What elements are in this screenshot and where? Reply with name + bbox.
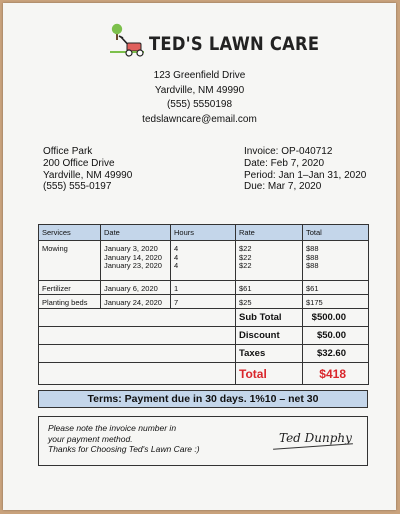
column-header: Total xyxy=(303,225,369,241)
total-value: $88 xyxy=(306,261,319,270)
column-header: Services xyxy=(39,225,101,241)
invoice-meta xyxy=(244,146,366,193)
payment-note xyxy=(48,423,200,455)
hours-value: 4 xyxy=(174,244,179,253)
note-line: Please note the invoice number in xyxy=(48,423,177,433)
service-cell: Planting beds xyxy=(39,295,101,309)
subtotal-label: Sub Total xyxy=(236,309,303,327)
invoice-period: Period: Jan 1–Jan 31, 2020 xyxy=(244,169,367,181)
taxes-row xyxy=(39,345,369,363)
discount-row xyxy=(39,327,369,345)
total-value: $88 xyxy=(306,244,319,253)
lawn-mower-icon xyxy=(107,23,147,59)
note-line: Thanks for Choosing Ted's Lawn Care :) xyxy=(48,444,200,454)
table-header-row xyxy=(39,225,369,241)
table-row xyxy=(39,281,369,295)
hours-cell: 7 xyxy=(171,295,236,309)
invoice-date: Date: Feb 7, 2020 xyxy=(244,157,325,169)
rate-cell: $25 xyxy=(236,295,303,309)
rate-value: $22 xyxy=(239,261,252,270)
column-header: Date xyxy=(101,225,171,241)
blank-cell xyxy=(39,363,236,385)
total-value: $88 xyxy=(306,252,319,262)
date-cell: January 24, 2020 xyxy=(101,295,171,309)
date-value: January 23, 2020 xyxy=(104,261,162,270)
hours-cell xyxy=(171,241,236,281)
rate-cell: $61 xyxy=(236,281,303,295)
rate-cell xyxy=(236,241,303,281)
notes-box xyxy=(38,416,368,466)
date-value: January 3, 2020 xyxy=(104,244,158,253)
blank-cell xyxy=(39,309,236,327)
company-email: tedslawncare@email.com xyxy=(142,113,257,125)
signature: Ted Dunphy xyxy=(279,431,352,445)
rate-value: $22 xyxy=(239,244,252,253)
client-name: Office Park xyxy=(43,146,93,157)
blank-cell xyxy=(39,327,236,345)
subtotal-value: $500.00 xyxy=(303,309,369,327)
date-cell: January 6, 2020 xyxy=(101,281,171,295)
service-cell: Fertilizer xyxy=(39,281,101,295)
client-city: Yardville, NM 49990 xyxy=(43,169,133,181)
payment-terms: Terms: Payment due in 30 days. 1%10 – net 30 xyxy=(38,390,368,408)
company-address xyxy=(3,69,396,127)
table-row xyxy=(39,295,369,309)
hours-cell: 1 xyxy=(171,281,236,295)
discount-value: $50.00 xyxy=(303,327,369,345)
date-value: January 14, 2020 xyxy=(104,252,162,262)
client-phone: (555) 555-0197 xyxy=(43,181,112,193)
subtotal-row xyxy=(39,309,369,327)
service-cell: Mowing xyxy=(39,241,101,281)
company-name: TED'S LAWN CARE xyxy=(149,33,320,55)
bill-to-block xyxy=(43,146,132,193)
column-header: Hours xyxy=(171,225,236,241)
taxes-value: $32.60 xyxy=(303,345,369,363)
rate-value: $22 xyxy=(239,252,252,262)
table-row xyxy=(39,241,369,281)
blank-cell xyxy=(39,345,236,363)
total-label: Total xyxy=(236,363,303,385)
hours-value: 4 xyxy=(174,252,179,262)
invoice-due: Due: Mar 7, 2020 xyxy=(244,181,322,193)
total-value: $418 xyxy=(303,363,369,385)
hours-value: 4 xyxy=(174,261,179,270)
discount-label: Discount xyxy=(236,327,303,345)
client-street: 200 Office Drive xyxy=(43,157,115,169)
company-street: 123 Greenfield Drive xyxy=(153,70,246,81)
company-phone: (555) 5550198 xyxy=(166,99,233,110)
date-cell xyxy=(101,241,171,281)
total-cell xyxy=(303,241,369,281)
line-items-table xyxy=(38,224,369,385)
total-row xyxy=(39,363,369,385)
taxes-label: Taxes xyxy=(236,345,303,363)
note-line: your payment method. xyxy=(48,433,133,444)
company-city: Yardville, NM 49990 xyxy=(154,84,245,96)
total-cell: $175 xyxy=(303,295,369,309)
column-header: Rate xyxy=(236,225,303,241)
total-cell: $61 xyxy=(303,281,369,295)
invoice-number: Invoice: OP-040712 xyxy=(244,146,333,157)
